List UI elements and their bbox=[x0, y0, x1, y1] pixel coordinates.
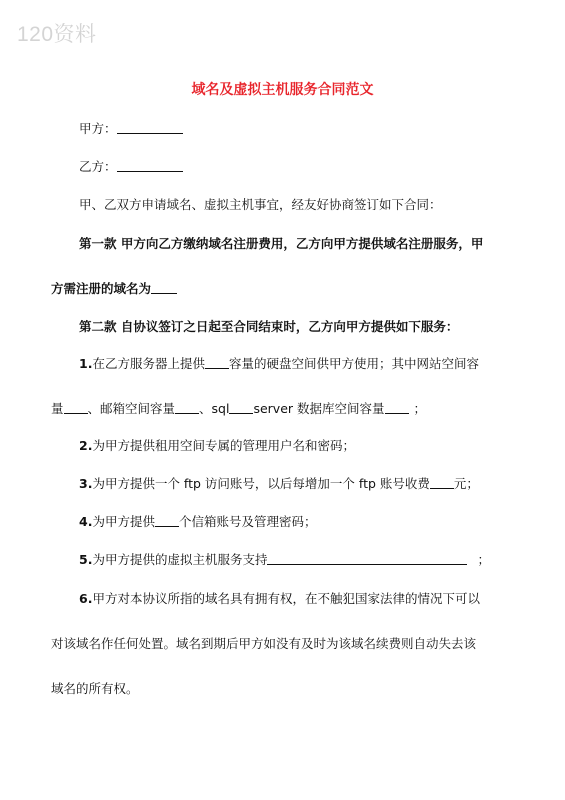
item5-tail: ； bbox=[477, 552, 490, 567]
mailbox-count-blank bbox=[155, 514, 179, 527]
item1-line2 bbox=[51, 401, 426, 417]
item4-number: 4. bbox=[79, 514, 93, 529]
item1-text-g: ； bbox=[413, 401, 427, 416]
item6-line2: 对该域名作任何处置。域名到期后甲方如没有及时为该域名续费则自动失去该 bbox=[51, 636, 477, 651]
item2-line bbox=[79, 438, 355, 454]
clause1-line1: 第一款 甲方向乙方缴纳域名注册费用，乙方向甲方提供域名注册服务，甲 bbox=[79, 236, 484, 251]
item4-text-b: 个信箱账号及管理密码； bbox=[178, 514, 317, 529]
item4-line bbox=[79, 514, 316, 530]
item5-number: 5. bbox=[79, 552, 93, 567]
item5-line bbox=[79, 552, 490, 568]
clause2-heading: 第二款 自协议签订之日起至合同结束时，乙方向甲方提供如下服务： bbox=[79, 319, 459, 334]
document-title: 域名及虚拟主机服务合同范文 bbox=[191, 82, 374, 98]
item6-line1 bbox=[79, 591, 480, 607]
intro-paragraph: 甲、乙双方申请域名、虚拟主机事宜，经友好协商签订如下合同： bbox=[79, 197, 442, 212]
item1-text-b: 容量的硬盘空间供甲方使用；其中网站空间容 bbox=[228, 356, 479, 371]
item6-number: 6. bbox=[79, 591, 93, 606]
watermark: 120资料 bbox=[17, 23, 97, 46]
item1-number: 1. bbox=[79, 356, 93, 371]
ftp-fee-blank bbox=[430, 476, 454, 489]
item1-text-f: server 数据库空间容量 bbox=[253, 401, 385, 416]
party-b-blank bbox=[117, 159, 183, 172]
item6-line3: 域名的所有权。 bbox=[51, 681, 139, 696]
support-blank bbox=[267, 552, 467, 565]
party-a-label: 甲方： bbox=[79, 121, 117, 136]
party-a-blank bbox=[117, 121, 183, 134]
domain-blank bbox=[151, 281, 177, 294]
item1-line1 bbox=[79, 356, 479, 372]
clause1-line2 bbox=[51, 281, 177, 297]
item1-text-a: 在乙方服务器上提供 bbox=[92, 356, 205, 371]
party-b-label: 乙方： bbox=[79, 159, 117, 174]
disk-capacity-blank bbox=[205, 356, 229, 369]
item1-text-c: 量 bbox=[51, 401, 64, 416]
item3-text: 为甲方提供一个 ftp 访问账号，以后每增加一个 ftp 账号收费 bbox=[92, 476, 430, 491]
item2-text: 为甲方提供租用空间专属的管理用户名和密码； bbox=[92, 438, 355, 453]
db-capacity-blank bbox=[385, 401, 409, 414]
item3-line bbox=[79, 476, 479, 492]
item3-number: 3. bbox=[79, 476, 93, 491]
party-b-line bbox=[79, 159, 183, 175]
clause1-domain-label: 方需注册的域名为 bbox=[51, 281, 152, 296]
sql-blank bbox=[229, 401, 253, 414]
party-a-line bbox=[79, 121, 183, 137]
item5-text: 为甲方提供的虚拟主机服务支持 bbox=[92, 552, 268, 567]
item1-text-e: 、sql bbox=[199, 401, 230, 416]
site-capacity-blank bbox=[64, 401, 88, 414]
mail-capacity-blank bbox=[175, 401, 199, 414]
item6-text-line1: 甲方对本协议所指的域名具有拥有权，在不触犯国家法律的情况下可以 bbox=[92, 591, 480, 606]
item4-text-a: 为甲方提供 bbox=[92, 514, 155, 529]
item1-text-d: 、邮箱空间容量 bbox=[87, 401, 176, 416]
item2-number: 2. bbox=[79, 438, 93, 453]
item3-tail: 元； bbox=[453, 476, 479, 491]
